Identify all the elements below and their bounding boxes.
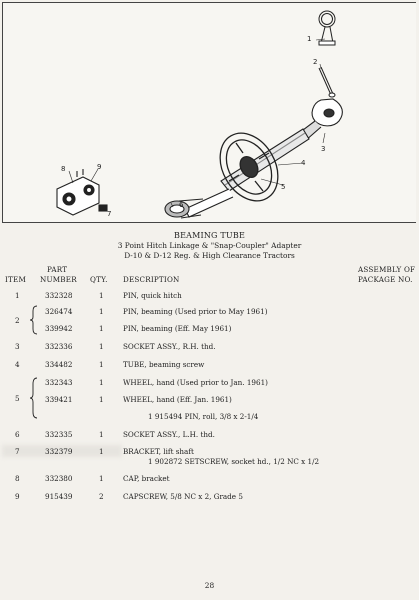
column-header-description: DESCRIPTION [123, 275, 180, 284]
part-number: 332335 [45, 430, 73, 439]
quantity: 1 [99, 378, 104, 387]
section-subtitle-models: D-10 & D-12 Reg. & High Clearance Tractors [124, 251, 295, 260]
description: PIN, beaming (Eff. May 1961) [123, 324, 232, 333]
lift-shaft-bracket-drawing [57, 169, 107, 215]
item-number: 7 [15, 447, 20, 456]
section-title: BEAMING TUBE [174, 231, 245, 240]
part-number: 326474 [45, 307, 73, 316]
description: BRACKET, lift shaft [123, 447, 194, 456]
quantity: 1 [99, 447, 104, 456]
callout-3: 3 [321, 145, 326, 153]
description: WHEEL, hand (Used prior to Jan. 1961) [123, 378, 268, 387]
item-number: 4 [15, 360, 20, 369]
callout-5: 5 [281, 183, 286, 191]
description: SOCKET ASSY., R.H. thd. [123, 342, 216, 351]
brace-item-2 [30, 305, 38, 335]
description: TUBE, beaming screw [123, 360, 205, 369]
description: CAPSCREW, 5/8 NC x 2, Grade 5 [123, 492, 243, 501]
callout-8: 8 [61, 165, 66, 173]
part-number: 332343 [45, 378, 73, 387]
description: SOCKET ASSY., L.H. thd. [123, 430, 215, 439]
quantity: 1 [99, 430, 104, 439]
callout-leaders [69, 39, 325, 211]
column-header-part-top: PART [47, 265, 68, 274]
description: PIN, beaming (Used prior to May 1961) [123, 307, 268, 316]
callout-6: 6 [179, 201, 184, 209]
item-number: 9 [15, 492, 20, 501]
callout-2: 2 [313, 58, 318, 66]
sub-item-description: 1 902872 SETSCREW, socket hd., 1/2 NC x 1/2 [148, 457, 320, 466]
column-header-item: ITEM [5, 275, 27, 284]
section-subtitle: 3 Point Hitch Linkage & "Snap-Coupler" Adapter [117, 241, 302, 250]
description: PIN, quick hitch [123, 291, 182, 300]
sub-item-description: 1 915494 PIN, roll, 3/8 x 2-1/4 [148, 412, 259, 421]
part-number: 339942 [45, 324, 73, 333]
beaming-pin-drawing [319, 67, 335, 97]
callout-7: 7 [107, 210, 112, 218]
item-number: 8 [15, 474, 20, 483]
column-header-assembly-bottom: PACKAGE NO. [358, 275, 413, 284]
part-number: 334482 [45, 360, 73, 369]
description: CAP, bracket [123, 474, 170, 483]
column-header-qty: QTY. [90, 275, 108, 284]
part-number: 332336 [45, 342, 73, 351]
item-number: 5 [15, 394, 20, 403]
quantity: 1 [99, 474, 104, 483]
quick-hitch-pin-drawing [319, 11, 335, 45]
part-number: 339421 [45, 395, 73, 404]
part-number: 332328 [45, 291, 73, 300]
column-header-part-bottom: NUMBER [40, 275, 77, 284]
quantity: 1 [99, 360, 104, 369]
description: WHEEL, hand (Eff. Jan. 1961) [123, 395, 232, 404]
callout-4: 4 [301, 159, 306, 167]
part-number: 332379 [45, 447, 73, 456]
item-number: 6 [15, 430, 20, 439]
quantity: 1 [99, 307, 104, 316]
parts-illustration [2, 2, 416, 223]
page-number: 28 [204, 581, 215, 590]
item-number: 2 [15, 316, 20, 325]
quantity: 1 [99, 324, 104, 333]
item-number: 3 [15, 342, 20, 351]
part-number: 332380 [45, 474, 73, 483]
column-header-assembly-top: ASSEMBLY OF [358, 265, 416, 274]
brace-item-5 [30, 377, 38, 419]
quantity: 1 [99, 395, 104, 404]
callout-9: 9 [97, 163, 102, 171]
item-number: 1 [15, 291, 20, 300]
exploded-view-drawing [3, 3, 417, 224]
quantity: 1 [99, 291, 104, 300]
quantity: 2 [99, 492, 104, 501]
part-number: 915439 [45, 492, 73, 501]
callout-1: 1 [307, 35, 312, 43]
quantity: 1 [99, 342, 104, 351]
